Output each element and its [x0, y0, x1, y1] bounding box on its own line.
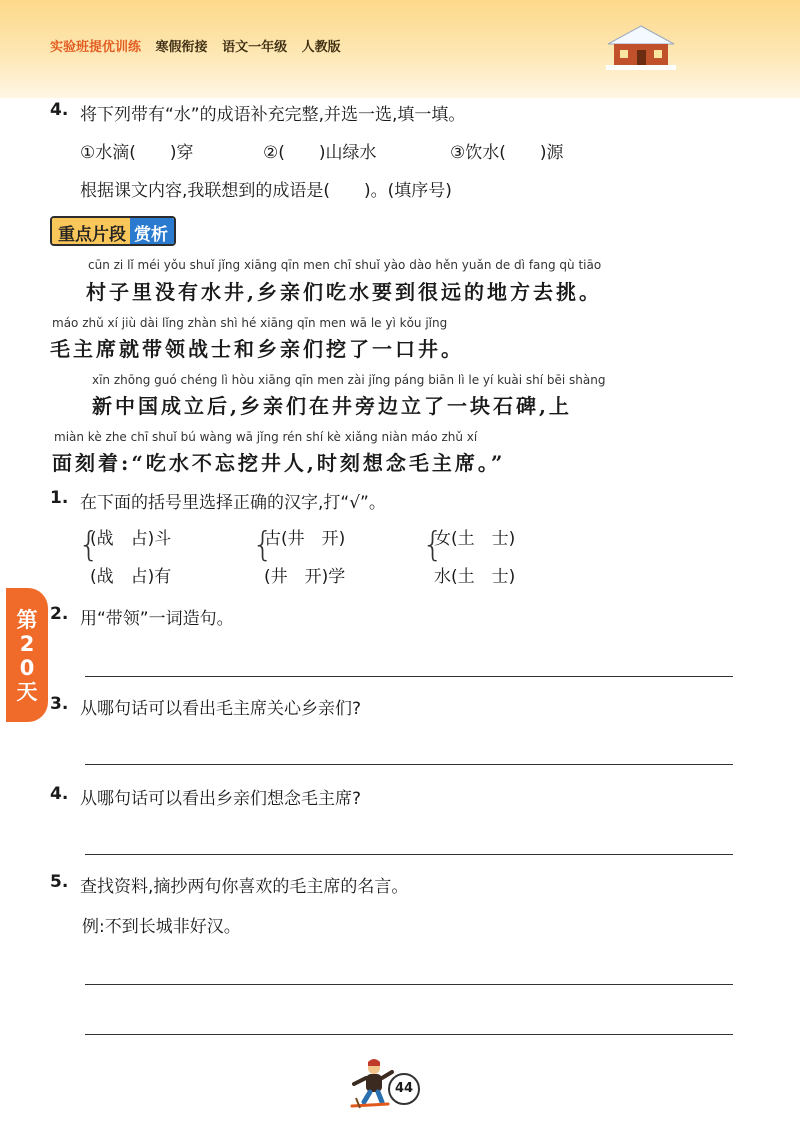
q1-group3-a: 女(土 士) — [434, 529, 516, 549]
section-heading — [50, 216, 176, 246]
passage-line1-text: 村子里没有水井,乡亲们吃水要到很远的地方去挑。 — [86, 280, 602, 304]
page-number: 44 — [388, 1073, 420, 1105]
q4-top-item-3: ③饮水( )源 — [450, 143, 564, 163]
q4-top-number: 4. — [50, 100, 69, 120]
page-header — [0, 0, 800, 98]
brace-3: { — [422, 525, 444, 565]
passage-line3-text: 新中国成立后,乡亲们在井旁边立了一块石碑,上 — [92, 394, 572, 418]
q1-group1-a: (战 占)斗 — [90, 529, 172, 549]
q3-number: 3. — [50, 694, 69, 714]
q4-top-prompt: 将下列带有“水”的成语补充完整,并选一选,填一填。 — [80, 105, 466, 125]
q1-group3-b: 水(土 士) — [434, 567, 516, 587]
header-subtitle-1: 寒假衔接 — [155, 40, 208, 55]
brace-2: { — [252, 525, 274, 565]
section-label-a: 重点片段 — [52, 218, 130, 244]
q4-top-followup: 根据课文内容,我联想到的成语是( )。(填序号) — [80, 181, 452, 201]
q5-answer-line-2[interactable] — [85, 1034, 733, 1035]
passage-line2-text: 毛主席就带领战士和乡亲们挖了一口井。 — [50, 337, 464, 361]
q3-answer-line[interactable] — [85, 764, 733, 765]
q5-example: 例:不到长城非好汉。 — [82, 917, 241, 937]
q2-prompt: 用“带领”一词造句。 — [80, 609, 234, 629]
passage-line1-pinyin: cūn zi lǐ méi yǒu shuǐ jǐng xiāng qīn men chī shuǐ yào dào hěn yuǎn de dì fang qù tiāo — [88, 258, 602, 272]
q2-number: 2. — [50, 604, 69, 624]
q2-answer-line[interactable] — [85, 676, 733, 677]
q3-prompt: 从哪句话可以看出毛主席关心乡亲们? — [80, 699, 362, 719]
passage-line4-pinyin: miàn kè zhe chī shuǐ bú wàng wā jǐng rén shí kè xiǎng niàn máo zhǔ xí — [54, 430, 478, 444]
passage-line4-text: 面刻着:“吃水不忘挖井人,时刻想念毛主席。” — [52, 451, 506, 475]
snow-house-icon — [606, 22, 676, 70]
q5-answer-line-1[interactable] — [85, 984, 733, 985]
q1-prompt: 在下面的括号里选择正确的汉字,打“√”。 — [80, 493, 386, 513]
passage-line3-pinyin: xīn zhōng guó chéng lì hòu xiāng qīn men zài jǐng páng biān lì le yí kuài shí bēi shàng — [92, 373, 606, 387]
q4-prompt: 从哪句话可以看出乡亲们想念毛主席? — [80, 789, 362, 809]
q5-prompt: 查找资料,摘抄两句你喜欢的毛主席的名言。 — [80, 877, 409, 897]
q4-number: 4. — [50, 784, 69, 804]
day-tab — [6, 588, 48, 722]
brace-1: { — [78, 525, 100, 565]
q1-group2-b: (井 开)学 — [264, 567, 346, 587]
q4-answer-line[interactable] — [85, 854, 733, 855]
header-subtitle — [50, 36, 351, 55]
day-tab-label: 第20天 — [16, 608, 38, 704]
section-label-b: 赏析 — [130, 218, 174, 244]
q4-top-item-1: ①水滴( )穿 — [80, 143, 194, 163]
q1-group1-b: (战 占)有 — [90, 567, 172, 587]
q1-number: 1. — [50, 488, 69, 508]
q1-group2-a: 古(井 开) — [264, 529, 346, 549]
header-subtitle-2: 语文一年级 — [222, 40, 288, 55]
q4-top-item-2: ②( )山绿水 — [263, 143, 377, 163]
q5-number: 5. — [50, 872, 69, 892]
header-subtitle-3: 人教版 — [301, 40, 341, 55]
series-title: 实验班提优训练 — [50, 40, 142, 55]
passage-line2-pinyin: máo zhǔ xí jiù dài lǐng zhàn shì hé xiāng qīn men wā le yì kǒu jǐng — [52, 316, 448, 330]
